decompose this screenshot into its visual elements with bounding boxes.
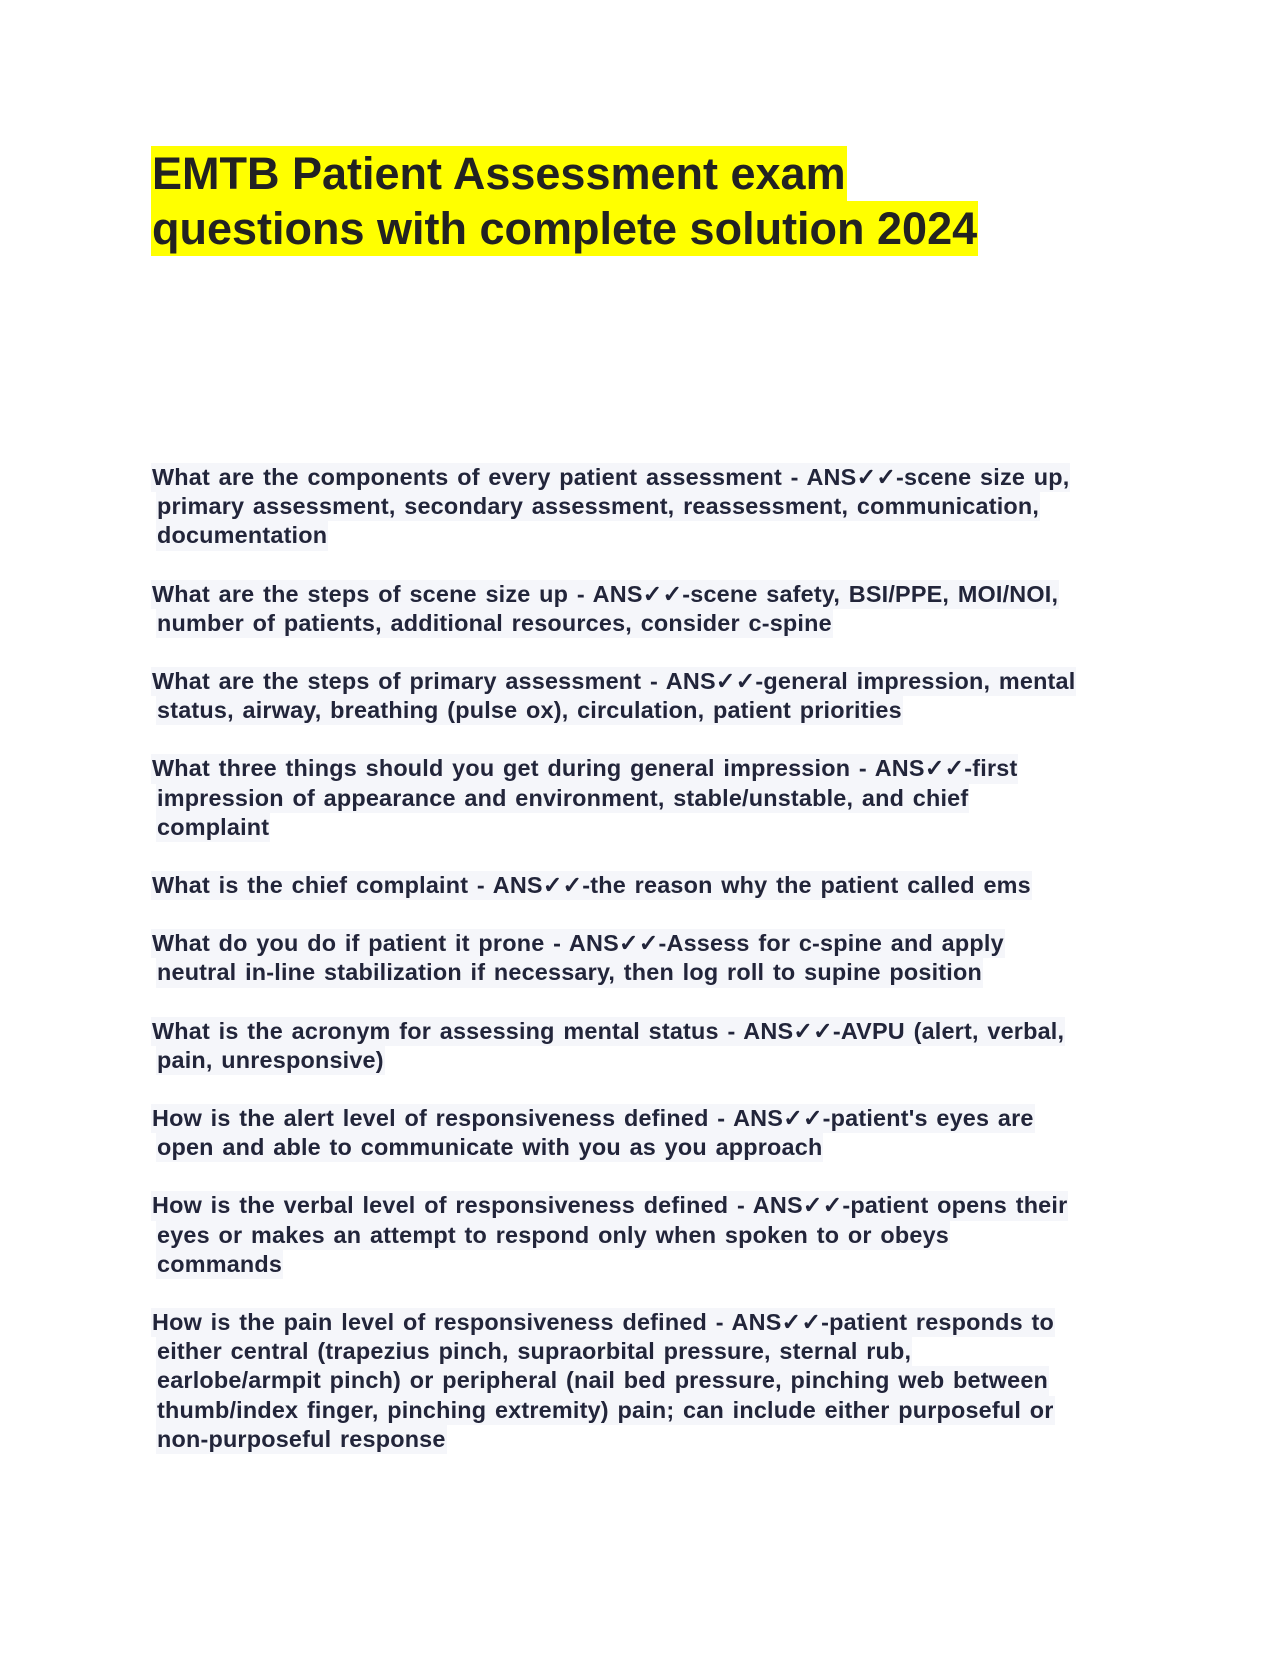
- qa-question-line: What are the components of every patient assessment - ANS✓✓-scene size up,: [151, 463, 1070, 492]
- qa-item: [151, 1191, 1141, 1279]
- qa-item: [151, 929, 1141, 987]
- qa-question-line: What are the steps of scene size up - ANS✓✓-scene safety, BSI/PPE, MOI/NOI,: [151, 580, 1059, 609]
- qa-item: [151, 1017, 1141, 1075]
- qa-answer-line: status, airway, breathing (pulse ox), circulation, patient priorities: [156, 696, 903, 725]
- qa-list: [151, 463, 1141, 1483]
- qa-item: [151, 463, 1141, 551]
- document-title: [151, 146, 1091, 256]
- qa-answer-line: documentation: [156, 521, 328, 550]
- qa-answer-line: open and able to communicate with you as you approach: [156, 1133, 823, 1162]
- qa-question-line: What do you do if patient it prone - ANS✓✓-Assess for c-spine and apply: [151, 929, 1005, 958]
- qa-answer-line: earlobe/armpit pinch) or peripheral (nail bed pressure, pinching web between: [156, 1366, 1049, 1395]
- qa-answer-line: complaint: [156, 813, 270, 842]
- qa-answer-line: thumb/index finger, pinching extremity) pain; can include either purposeful or: [156, 1396, 1055, 1425]
- qa-answer-line: pain, unresponsive): [156, 1046, 385, 1075]
- qa-answer-line: commands: [156, 1250, 283, 1279]
- qa-answer-line: eyes or makes an attempt to respond only when spoken to or obeys: [156, 1221, 950, 1250]
- qa-answer-line: primary assessment, secondary assessment, reassessment, communication,: [156, 492, 1040, 521]
- qa-question-line: How is the verbal level of responsiveness defined - ANS✓✓-patient opens their: [151, 1191, 1068, 1220]
- qa-answer-line: number of patients, additional resources, consider c-spine: [156, 609, 833, 638]
- qa-item: [151, 667, 1141, 725]
- qa-question-line: How is the alert level of responsiveness defined - ANS✓✓-patient's eyes are: [151, 1104, 1035, 1133]
- qa-item: [151, 580, 1141, 638]
- title-line: EMTB Patient Assessment exam: [152, 148, 846, 199]
- qa-answer-line: non-purposeful response: [156, 1425, 447, 1454]
- qa-item: [151, 871, 1141, 900]
- qa-answer-line: either central (trapezius pinch, supraorbital pressure, sternal rub,: [156, 1337, 912, 1366]
- title-line: questions with complete solution 2024: [152, 203, 978, 254]
- qa-question-line: What is the acronym for assessing mental status - ANS✓✓-AVPU (alert, verbal,: [151, 1017, 1065, 1046]
- qa-item: [151, 1308, 1141, 1454]
- qa-answer-line: neutral in-line stabilization if necessary, then log roll to supine position: [156, 958, 983, 987]
- qa-item: [151, 754, 1141, 842]
- qa-question-line: What is the chief complaint - ANS✓✓-the reason why the patient called ems: [151, 871, 1032, 900]
- qa-question-line: What are the steps of primary assessment - ANS✓✓-general impression, mental: [151, 667, 1076, 696]
- qa-question-line: What three things should you get during general impression - ANS✓✓-first: [151, 754, 1018, 783]
- qa-question-line: How is the pain level of responsiveness defined - ANS✓✓-patient responds to: [151, 1308, 1055, 1337]
- qa-answer-line: impression of appearance and environment, stable/unstable, and chief: [156, 784, 969, 813]
- qa-item: [151, 1104, 1141, 1162]
